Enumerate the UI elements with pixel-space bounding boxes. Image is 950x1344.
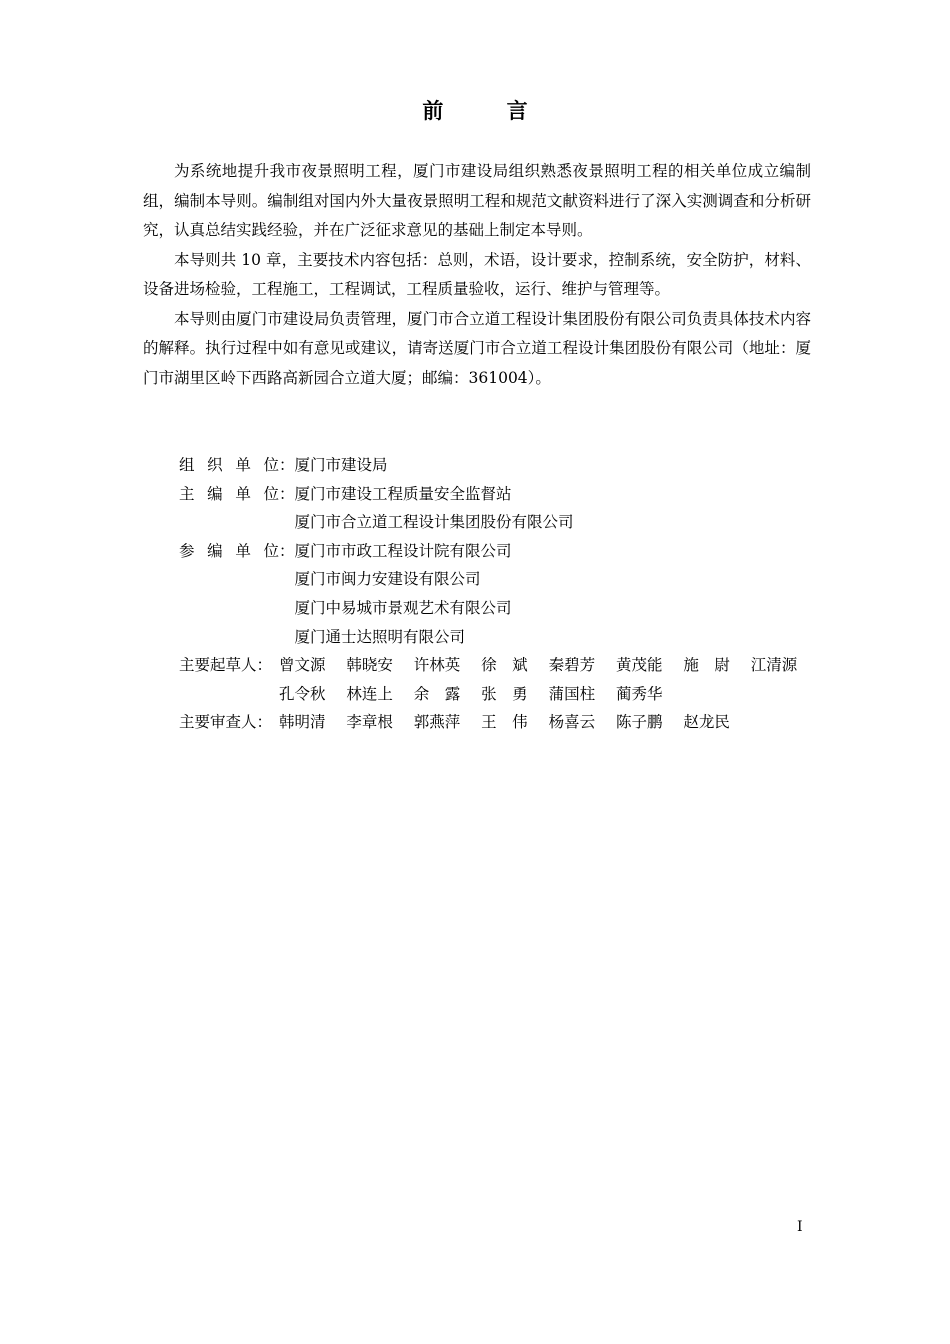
reviewers-names [279,708,819,737]
preface-paragraph-2: 本导则共 10 章，主要技术内容包括：总则，术语，设计要求，控制系统，安全防护，材料、设备进场检验，工程施工，工程调试，工程质量验收，运行、维护与管理等。 [143,250,811,298]
drafters-label: 主要起草人： [179,656,273,675]
organizer-row [179,451,819,480]
reviewer-name: 郭燕萍 [413,713,461,732]
page-title: 前 言 [422,98,556,123]
preface-body [143,157,811,393]
reviewer-name: 李章根 [346,713,393,732]
reviewer-name: 王 伟 [481,713,528,732]
credits-section [179,451,819,737]
drafter-name: 施 尉 [683,656,730,675]
chief-editor-unit: 厦门市建设工程质量安全监督站 [294,484,512,503]
organizer-colon: ： [279,456,295,474]
drafter-name: 蔺秀华 [615,684,663,703]
drafter-name: 江清源 [750,656,798,675]
drafter-name: 蒲国柱 [548,684,596,703]
drafter-name: 黄茂能 [615,656,663,675]
organizer-unit: 厦门市建设局 [294,456,388,474]
drafter-name: 孔令秋 [279,684,326,703]
page-number: I [797,1219,803,1235]
co-editor-unit: 厦门市市政工程设计院有限公司 [294,541,512,560]
co-editors-label: 参 编 单 位 [179,541,279,560]
drafter-name: 曾文源 [279,656,326,675]
co-editors-colon: ： [279,541,295,560]
drafters-names [279,651,819,708]
organizer-label: 组 织 单 位 [179,456,279,474]
chief-editors-row [179,480,819,537]
organizer-units [295,451,388,480]
reviewer-name: 陈子鹏 [615,713,663,732]
drafter-name: 韩晓安 [346,656,393,675]
reviewers-label: 主要审查人： [179,713,273,732]
preface-paragraph-3: 本导则由厦门市建设局负责管理，厦门市合立道工程设计集团股份有限公司负责具体技术内容的解释。执行过程中如有意见或建议，请寄送厦门市合立道工程设计集团股份有限公司（地址：厦门市湖里区岭下西路高新园合立道大厦；邮编：361004）。 [143,309,811,387]
drafter-name: 张 勇 [481,684,528,703]
drafters-row [179,651,819,708]
chief-editor-unit: 厦门市合立道工程设计集团股份有限公司 [294,513,574,532]
drafter-name: 徐 斌 [481,656,528,675]
drafter-name: 余 露 [413,684,461,703]
reviewer-name: 杨喜云 [548,713,596,732]
co-editor-unit: 厦门通士达照明有限公司 [294,627,466,646]
reviewer-name: 韩明清 [279,713,326,732]
chief-editors-label: 主 编 单 位 [179,484,279,503]
drafter-name: 许林英 [413,656,461,675]
chief-editors-units [295,480,574,537]
chief-editors-colon: ： [279,484,295,503]
reviewers-row [179,708,819,737]
drafter-name: 秦碧芳 [548,656,596,675]
co-editors-units [295,537,512,651]
co-editor-unit: 厦门中易城市景观艺术有限公司 [294,598,512,617]
drafter-name: 林连上 [346,684,393,703]
co-editors-row [179,537,819,651]
co-editor-unit: 厦门市闽力安建设有限公司 [294,570,481,589]
reviewer-name: 赵龙民 [683,713,730,732]
preface-paragraph-1: 为系统地提升我市夜景照明工程，厦门市建设局组织熟悉夜景照明工程的相关单位成立编制组，编制本导则。编制组对国内外大量夜景照明工程和规范文献资料进行了深入实测调查和分析研究，认真总结实践经验，并在广泛征求意见的基础上制定本导则。 [143,162,811,239]
